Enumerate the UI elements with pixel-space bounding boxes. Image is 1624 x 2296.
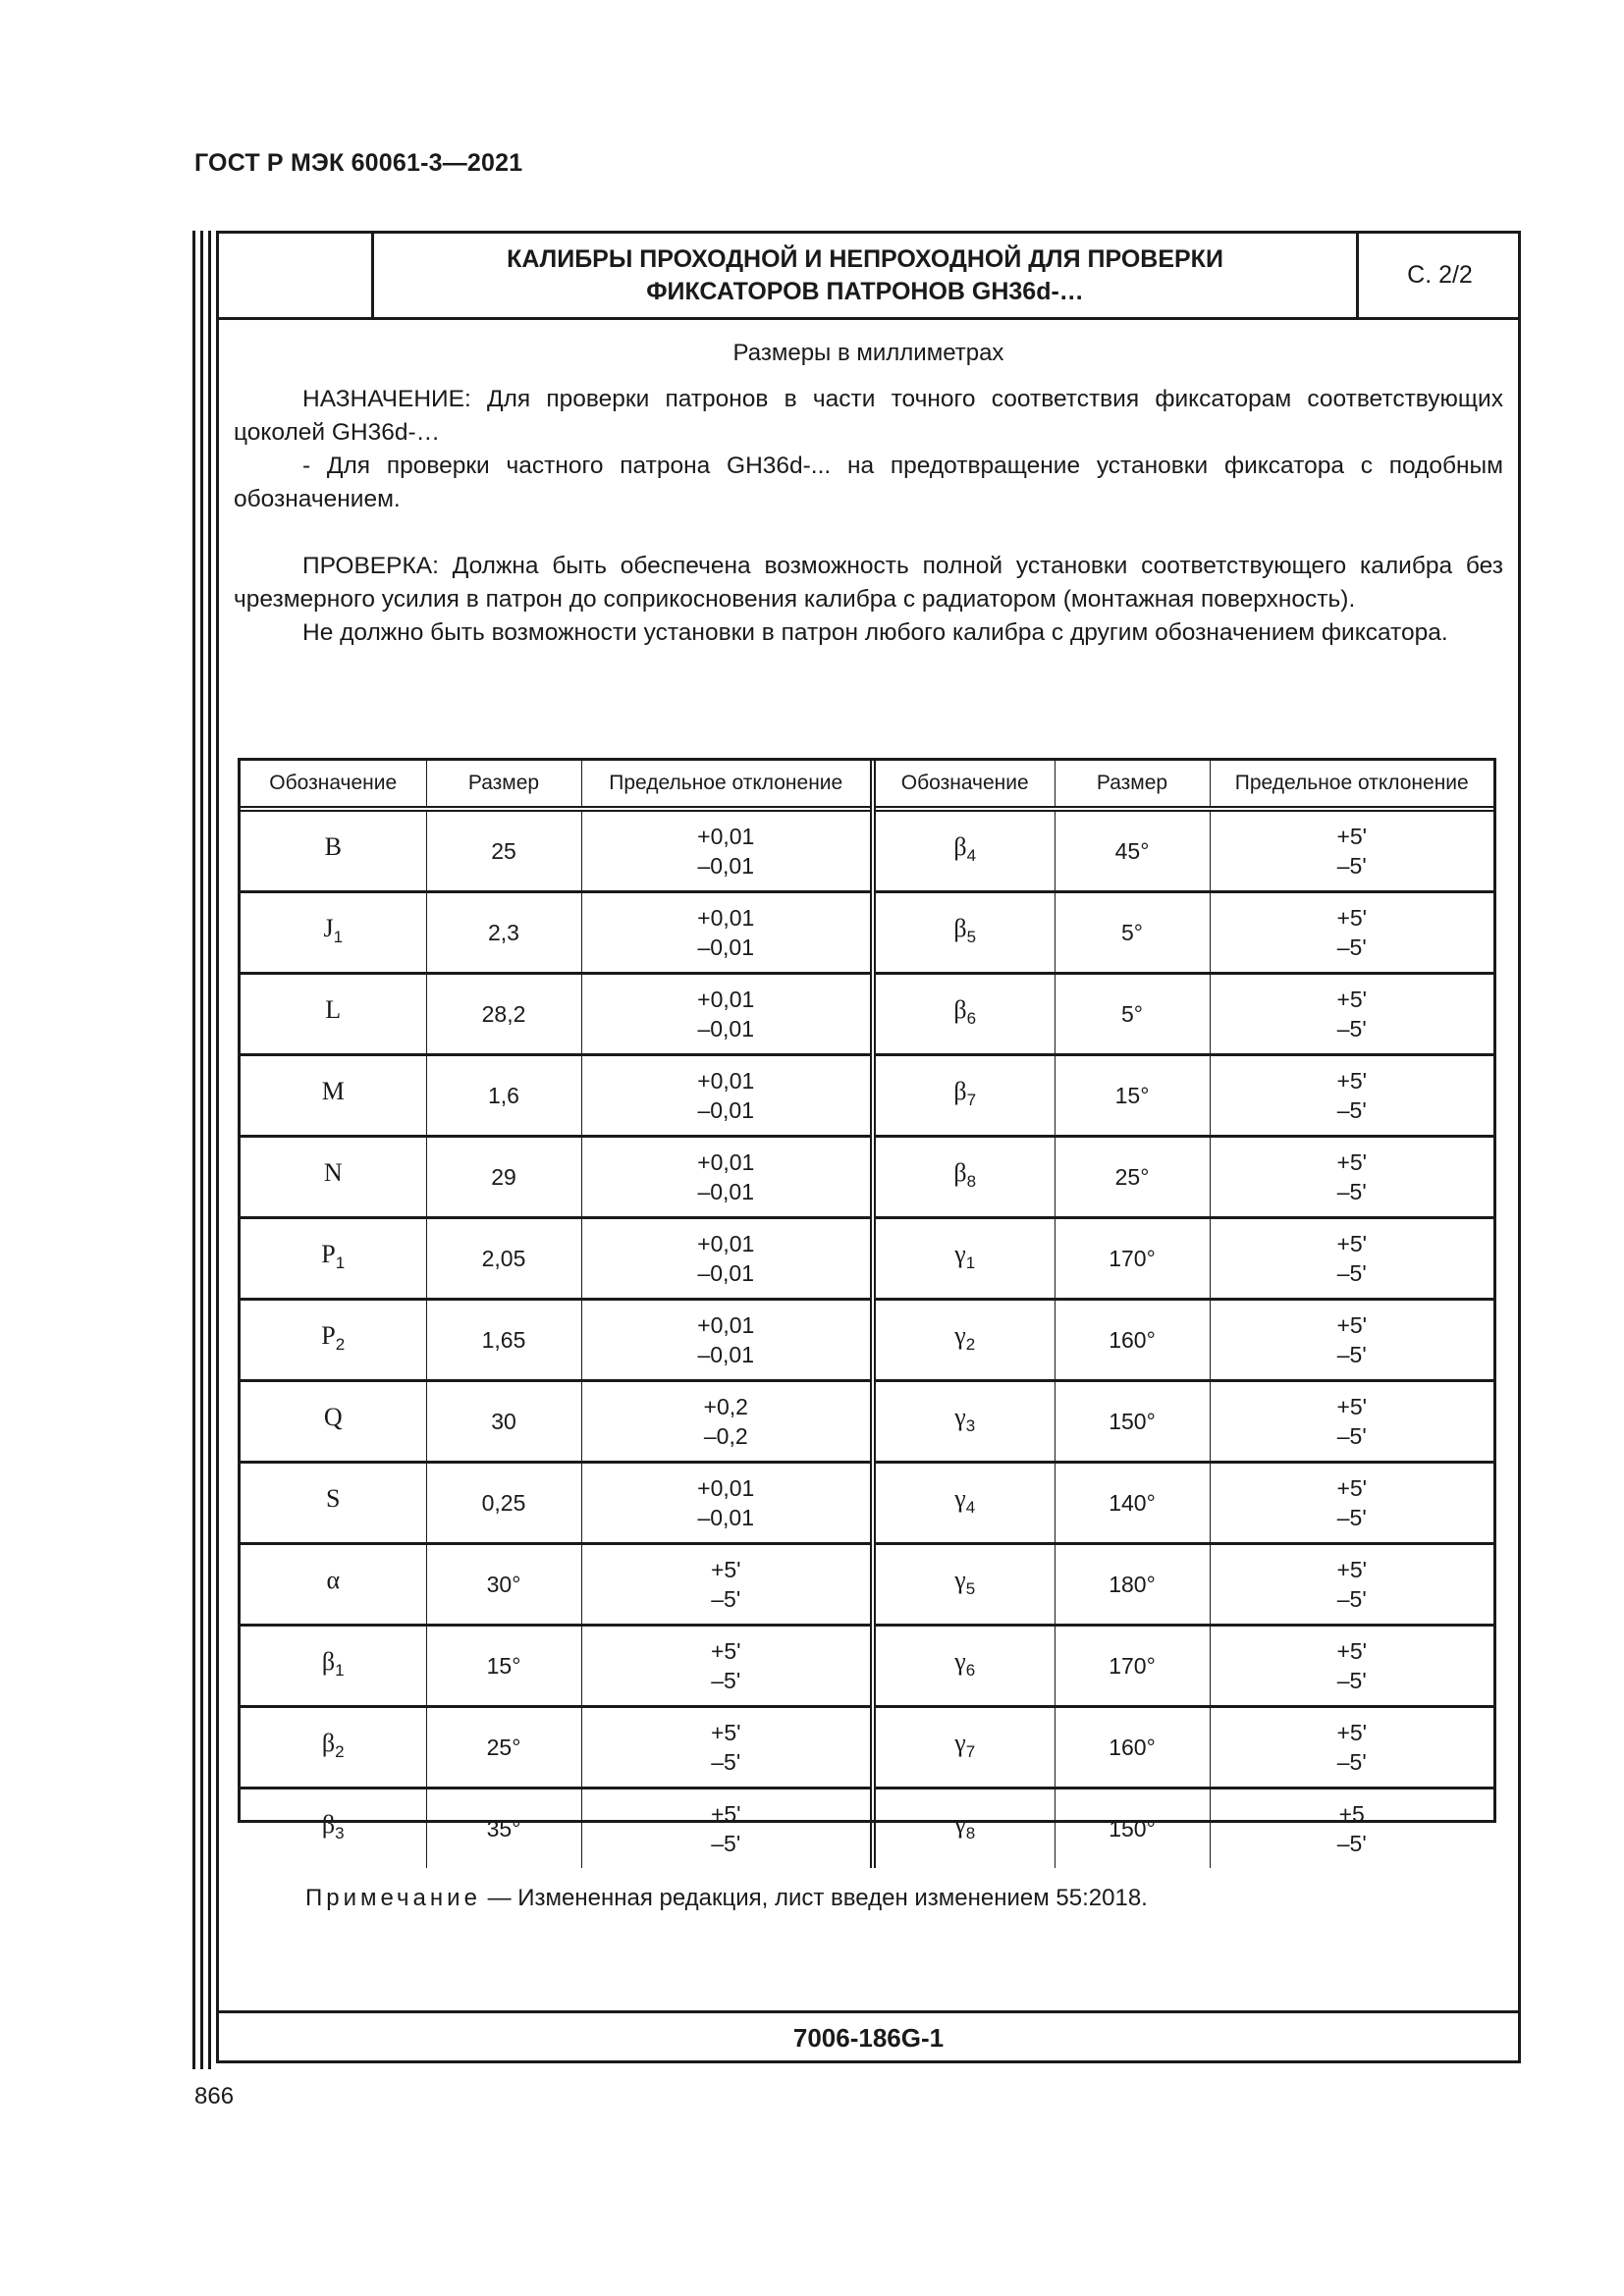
tolerance-cell: +0,01 –0,01 [581,1463,873,1544]
header-size: Размер [1055,761,1210,809]
designation-cell: $\beta_6$ [873,974,1055,1055]
size-cell: 15° [1055,1055,1210,1137]
size-cell: 0,25 [426,1463,581,1544]
tolerance-cell: +5' –5' [581,1707,873,1789]
description-text [234,383,1503,650]
tolerance-cell: +5' –5' [1210,809,1493,892]
tolerance-cell: +5' –5' [1210,1626,1493,1707]
size-cell: 25° [1055,1137,1210,1218]
designation-cell: α [241,1544,426,1626]
designation-cell: $\beta_5$ [873,892,1055,974]
designation-cell: L [241,974,426,1055]
table-row [241,1626,1493,1707]
tolerance-cell: +5' –5' [1210,1300,1493,1381]
tolerance-cell: +0,01 –0,01 [581,1137,873,1218]
size-cell: 25 [426,809,581,892]
tolerance-cell: +5' –5' [1210,1544,1493,1626]
sheet-title [374,234,1356,317]
designation-cell: N [241,1137,426,1218]
designation-cell: Q [241,1381,426,1463]
dimensions-table [241,761,1493,1868]
note-text: — Измененная редакция, лист введен изменением 55:2018. [480,1885,1148,1911]
table-row [241,1463,1493,1544]
table-row [241,809,1493,892]
tolerance-cell: +5' –5' [1210,1055,1493,1137]
designation-cell: B [241,809,426,892]
size-cell: 30 [426,1381,581,1463]
tolerance-cell: +5' –5' [1210,1707,1493,1789]
tolerance-cell: +5' –5' [581,1789,873,1869]
tolerance-cell: +5' –5' [1210,1381,1493,1463]
margin-line-right [208,231,211,2069]
size-cell: 1,65 [426,1300,581,1381]
size-cell: 30° [426,1544,581,1626]
table-row [241,1544,1493,1626]
size-cell: 140° [1055,1463,1210,1544]
table-row [241,1381,1493,1463]
designation-cell: $\gamma_8$ [873,1789,1055,1869]
designation-cell: $\beta_3$ [241,1789,426,1869]
designation-cell: $\beta_4$ [873,809,1055,892]
purpose-paragraph-2: - Для проверки частного патрона GH36d-... на предотвращение установки фиксатора с подобным обозначением. [234,453,1503,512]
sheet-number: С. 2/2 [1356,234,1521,317]
designation-cell: $\gamma_4$ [873,1463,1055,1544]
tolerance-cell: +5' –5' [581,1626,873,1707]
title-line-1: КАЛИБРЫ ПРОХОДНОЙ И НЕПРОХОДНОЙ ДЛЯ ПРОВЕРКИ [507,244,1223,273]
tolerance-cell: +5' –5' [581,1544,873,1626]
size-cell: 5° [1055,892,1210,974]
size-cell: 29 [426,1137,581,1218]
size-cell: 25° [426,1707,581,1789]
table-row [241,1789,1493,1869]
designation-cell: $J_1$ [241,892,426,974]
size-cell: 15° [426,1626,581,1707]
tolerance-cell: +0,01 –0,01 [581,1055,873,1137]
size-cell: 180° [1055,1544,1210,1626]
size-cell: 170° [1055,1218,1210,1300]
designation-cell: $P_1$ [241,1218,426,1300]
document-header: ГОСТ Р МЭК 60061-3—2021 [194,149,523,177]
units-note: Размеры в миллиметрах [732,340,1004,366]
note-label: Примечание [305,1885,481,1911]
table-row [241,1218,1493,1300]
size-cell: 45° [1055,809,1210,892]
designation-cell: $\gamma_7$ [873,1707,1055,1789]
designation-cell: $\gamma_5$ [873,1544,1055,1626]
note [305,1885,1148,1912]
table-row [241,1137,1493,1218]
page-number: 866 [194,2083,235,2109]
size-cell: 28,2 [426,974,581,1055]
tolerance-cell: +0,01 –0,01 [581,809,873,892]
table-row [241,1055,1493,1137]
size-cell: 150° [1055,1381,1210,1463]
table-row [241,892,1493,974]
purpose-paragraph: НАЗНАЧЕНИЕ: Для проверки патронов в части точного соответствия фиксаторам соответствующих цоколей GH36d-… [234,386,1503,446]
designation-cell: $\beta_8$ [873,1137,1055,1218]
title-block [219,234,1518,320]
tolerance-cell: +5' –5' [1210,974,1493,1055]
drawing-code: 7006-186G-1 [219,2010,1518,2063]
size-cell: 2,3 [426,892,581,974]
designation-cell: $\beta_2$ [241,1707,426,1789]
table-row [241,1300,1493,1381]
tolerance-cell: +5' –5' [1210,892,1493,974]
tolerance-cell: +0,01 –0,01 [581,892,873,974]
tolerance-cell: +5' –5' [1210,1463,1493,1544]
tolerance-cell: +5' –5' [1210,1218,1493,1300]
header-size: Размер [426,761,581,809]
header-tolerance: Предельное отклонение [1210,761,1493,809]
designation-cell: $P_2$ [241,1300,426,1381]
size-cell: 1,6 [426,1055,581,1137]
table-header-row [241,761,1493,809]
check-paragraph: ПРОВЕРКА: Должна быть обеспечена возможность полной установки соответствующего калибра без чрезмерного усилия в патрон до соприкосновения калибра с радиатором (монтажная поверхность). [234,553,1503,613]
tolerance-cell: +0,01 –0,01 [581,974,873,1055]
designation-cell: $\gamma_2$ [873,1300,1055,1381]
size-cell: 5° [1055,974,1210,1055]
designation-cell: M [241,1055,426,1137]
title-line-2: ФИКСАТОРОВ ПАТРОНОВ GH36d-… [646,277,1084,305]
size-cell: 160° [1055,1707,1210,1789]
size-cell: 170° [1055,1626,1210,1707]
designation-cell: S [241,1463,426,1544]
designation-cell: $\gamma_6$ [873,1626,1055,1707]
tolerance-cell: +5 –5' [1336,1801,1367,1856]
tolerance-cell: +0,2 –0,2 [581,1381,873,1463]
designation-cell: $\beta_1$ [241,1626,426,1707]
drawing-frame [216,231,1521,2063]
tolerance-cell: +0,01 –0,01 [581,1300,873,1381]
header-designation: Обозначение [873,761,1055,809]
margin-line-left [192,231,195,2069]
table-row [241,1707,1493,1789]
designation-cell: $\gamma_3$ [873,1381,1055,1463]
header-tolerance: Предельное отклонение [581,761,873,809]
dimensions-table-wrapper [238,758,1496,1856]
title-blank-cell [219,234,374,317]
size-cell: 2,05 [426,1218,581,1300]
tolerance-cell: +0,01 –0,01 [581,1218,873,1300]
margin-line-middle [200,231,203,2069]
designation-cell: $\gamma_1$ [873,1218,1055,1300]
check-paragraph-2: Не должно быть возможности установки в патрон любого калибра с другим обозначением фиксатора. [302,619,1448,646]
tolerance-cell: +5' –5' [1210,1137,1493,1218]
designation-cell: $\beta_7$ [873,1055,1055,1137]
size-cell: 35° [426,1789,581,1869]
table-row [241,974,1493,1055]
size-cell: 160° [1055,1300,1210,1381]
header-designation: Обозначение [241,761,426,809]
size-cell: 150° [1055,1789,1210,1869]
